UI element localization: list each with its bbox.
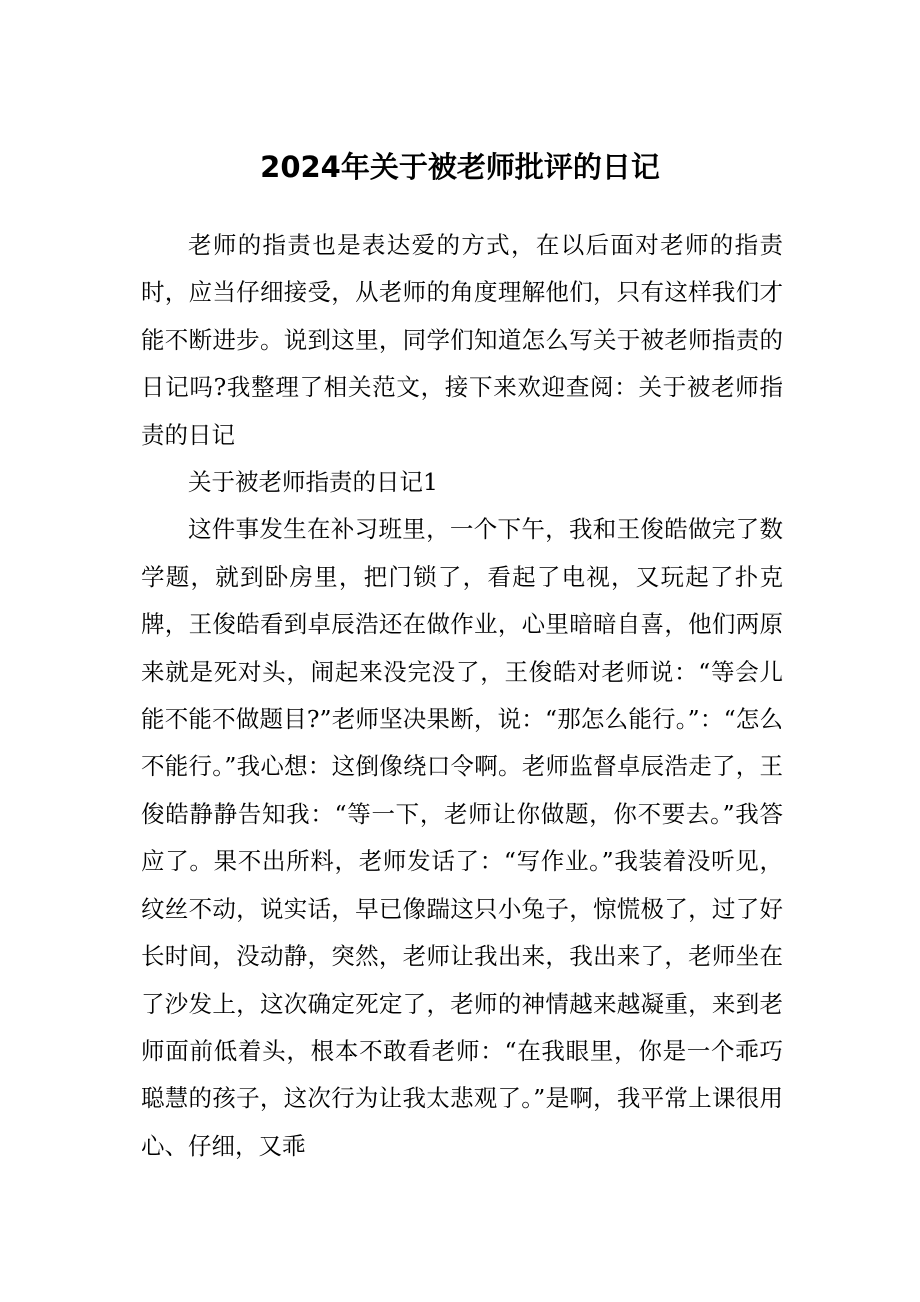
diary-paragraph: 这件事发生在补习班里，一个下午，我和王俊皓做完了数学题，就到卧房里，把门锁了，看起了电视，又玩起了扑克牌，王俊皓看到卓辰浩还在做作业，心里暗暗自喜，他们两原来就是死对头，闹起来没完没了，王俊皓对老师说：“等会儿能不能不做题目?”老师坚决果断，说：“那怎么能行。”：“怎么不能行。”我心想：这倒像绕口令啊。老师监督卓辰浩走了，王俊皓静静告知我：“等一下，老师让你做题，你不要去。”我答应了。果不出所料，老师发话了：“写作业。”我装着没听见，纹丝不动，说实话，早已像踹这只小兔子，惊慌极了，过了好长时间，没动静，突然，老师让我出来，我出来了，老师坐在了沙发上，这次确定死定了，老师的神情越来越凝重，来到老师面前低着头，根本不敢看老师：“在我眼里，你是一个乖巧聪慧的孩子，这次行为让我太悲观了。”是啊，我平常上课很用心、仔细，又乖 [141, 515, 783, 1160]
section-heading: 关于被老师指责的日记1 [188, 468, 438, 497]
document-body [141, 222, 783, 1170]
document-title: 2024年关于被老师批评的日记 [260, 150, 660, 184]
intro-paragraph: 老师的指责也是表达爱的方式，在以后面对老师的指责时，应当仔细接受，从老师的角度理解他们，只有这样我们才能不断进步。说到这里，同学们知道怎么写关于被老师指责的日记吗?我整理了相关范文，接下来欢迎查阅：关于被老师指责的日记 [141, 231, 783, 449]
